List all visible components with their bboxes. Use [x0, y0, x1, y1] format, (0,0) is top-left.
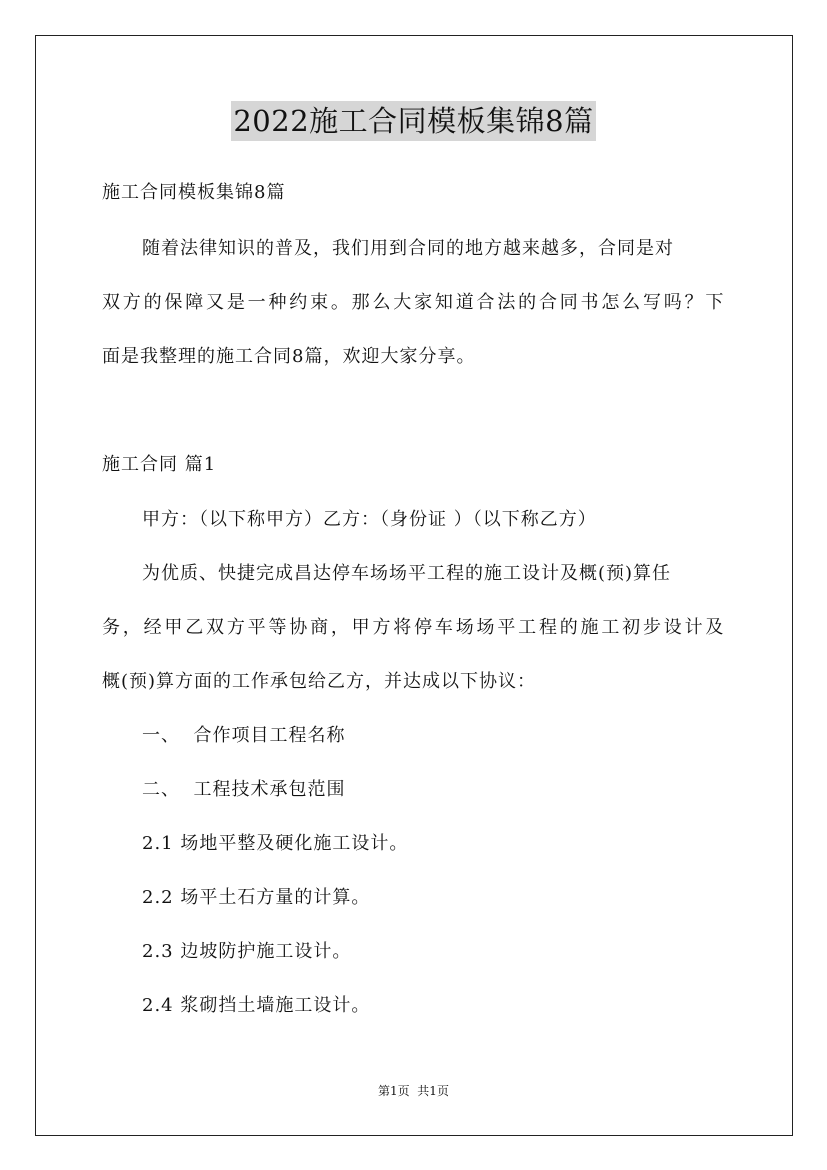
purpose-line-3: 概(预)算方面的工作承包给乙方，并达成以下协议：	[102, 671, 537, 692]
page-footer: 第1页 共1页	[378, 1084, 449, 1098]
intro-line-3: 面是我整理的施工合同8篇，欢迎大家分享。	[102, 346, 476, 367]
purpose-line-1: 为优质、快捷完成昌达停车场场平工程的施工设计及概(预)算任	[142, 563, 672, 584]
title-container	[0, 101, 827, 141]
list-item-scope: 二、 工程技术承包范围	[142, 779, 346, 800]
document-title: 2022施工合同模板集锦8篇	[231, 101, 595, 141]
list-item-2-2: 2.2 场平土石方量的计算。	[142, 887, 371, 908]
parties-line: 甲方：（以下称甲方）乙方：（身份证 ）（以下称乙方）	[142, 509, 597, 530]
intro-line-1: 随着法律知识的普及，我们用到合同的地方越来越多，合同是对	[142, 238, 674, 259]
list-item-2-3: 2.3 边坡防护施工设计。	[142, 941, 352, 962]
list-item-2-1: 2.1 场地平整及硬化施工设计。	[142, 833, 409, 854]
purpose-line-2: 务，经甲乙双方平等协商，甲方将停车场场平工程的施工初步设计及	[102, 617, 724, 638]
document-subtitle: 施工合同模板集锦8篇	[102, 182, 286, 203]
intro-line-2: 双方的保障又是一种约束。那么大家知道合法的合同书怎么写吗？下	[102, 292, 724, 313]
list-item-2-4: 2.4 浆砌挡土墙施工设计。	[142, 995, 371, 1016]
section-heading: 施工合同 篇1	[102, 454, 217, 475]
list-item-project-name: 一、 合作项目工程名称	[142, 725, 346, 746]
